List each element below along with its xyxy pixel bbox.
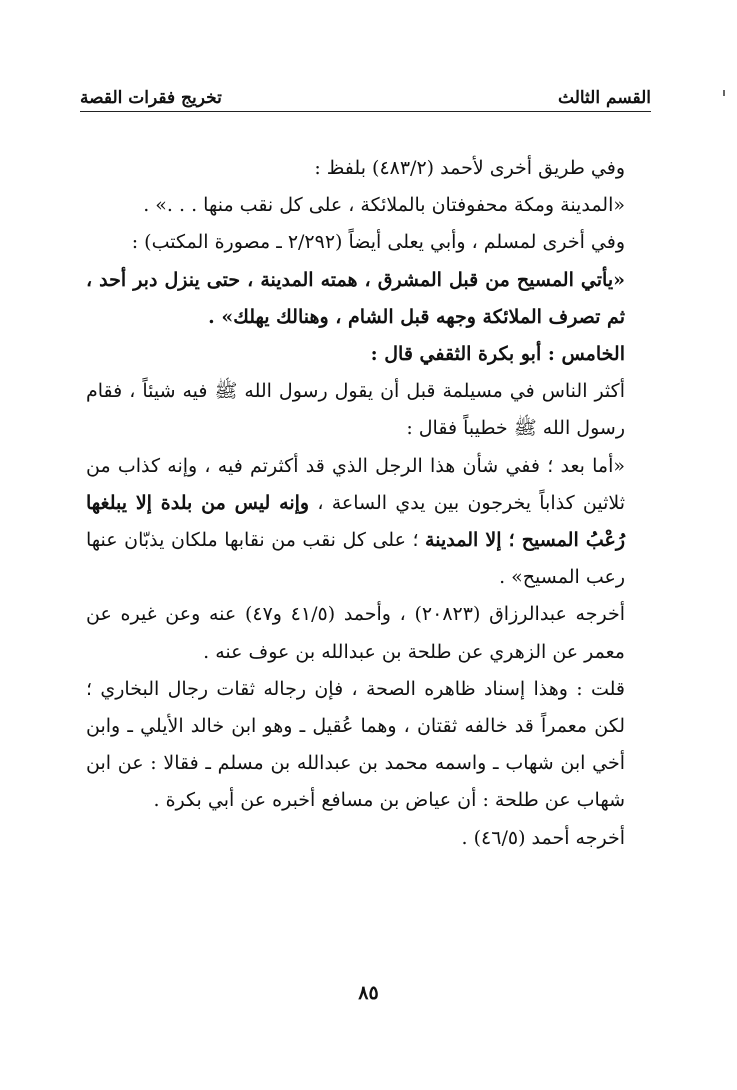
page-body bbox=[86, 150, 651, 857]
page-number: ٨٥ bbox=[358, 982, 379, 1004]
margin-mark bbox=[723, 90, 725, 96]
paragraph-9: قلت : وهذا إسناد ظاهره الصحة ، فإن رجاله ثقات رجال البخاري ؛ لكن معمراً قد خالفه ثقتان ، وهما عُقيل ـ وهو ابن خالد الأيلي ـ وابن أخي ابن شهاب ـ واسمه محمد بن عبدالله بن مسلم ـ فقالا : عن ابن شهاب عن طلحة : أن عياض بن مسافع أخبره عن أبي بكرة . bbox=[86, 677, 625, 812]
running-header bbox=[80, 74, 651, 108]
paragraph-6: أكثر الناس في مسيلمة قبل أن يقول رسول الله ﷺ فيه شيئاً ، فقام رسول الله ﷺ خطيباً فقال : bbox=[86, 380, 625, 440]
header-section: القسم الثالث bbox=[558, 88, 651, 108]
header-title: تخريج فقرات القصة bbox=[80, 88, 222, 108]
header-rule bbox=[80, 111, 651, 112]
paragraph-7-bold: وإنه ليس من بلدة إلا يبلغها رُعْبُ المسيح ؛ إلا المدينة bbox=[86, 491, 626, 552]
paragraph-7-part-b: ؛ على كل نقب من نقابها ملكان يذبّان عنها رعب المسيح» . bbox=[86, 529, 625, 589]
paragraph-5: الخامس : أبو بكرة الثقفي قال : bbox=[370, 343, 625, 366]
paragraph-10: أخرجه أحمد (٤٦/٥) . bbox=[461, 826, 625, 849]
paragraph-3: وفي أخرى لمسلم ، وأبي يعلى أيضاً (٢/٢٩٢ ـ مصورة المكتب) : bbox=[131, 231, 625, 254]
paragraph-7 bbox=[86, 448, 651, 597]
paragraph-2: «المدينة ومكة محفوفتان بالملائكة ، على كل نقب منها . . .» . bbox=[143, 194, 625, 217]
paragraph-8: أخرجه عبدالرزاق (٢٠٨٢٣) ، وأحمد (٤١/٥ و٤٧) عنه وعن غيره عن معمر عن الزهري عن طلحة بن عبدالله بن عوف عنه . bbox=[86, 603, 625, 663]
paragraph-7-part-a: «أما بعد ؛ ففي شأن هذا الرجل الذي قد أكثرتم فيه ، وإنه كذاب من ثلاثين كذاباً يخرجون بين يدي الساعة ، bbox=[86, 454, 625, 514]
paragraph-1: وفي طريق أخرى لأحمد (٤٨٣/٢) بلفظ : bbox=[314, 157, 625, 179]
paragraph-4: «يأتي المسيح من قبل المشرق ، همته المدينة ، حتى ينزل دبر أحد ، ثم تصرف الملائكة وجهه قبل الشام ، وهنالك يهلك» . bbox=[86, 268, 625, 328]
